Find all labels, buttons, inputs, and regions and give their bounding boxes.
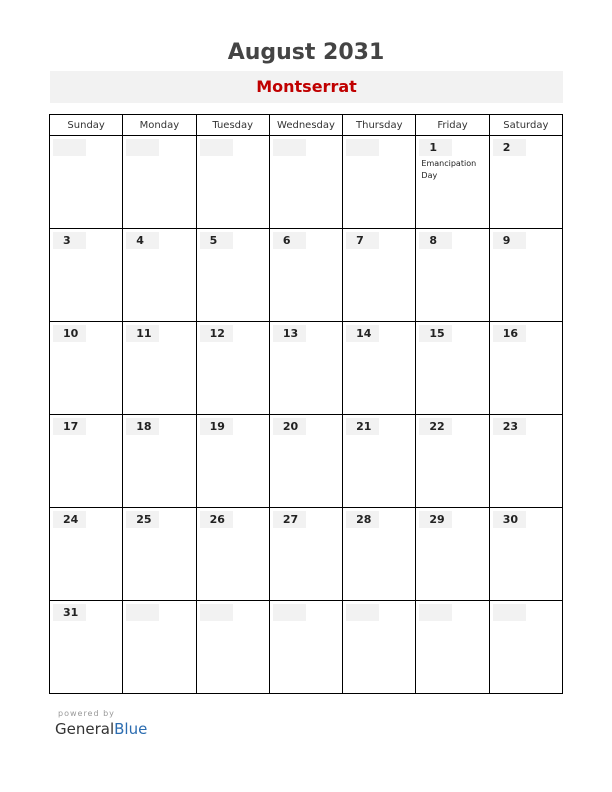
day-number: 10: [53, 325, 86, 342]
day-cell: [50, 508, 123, 601]
day-number: 21: [346, 418, 379, 435]
calendar-grid: [49, 114, 563, 694]
day-number: [346, 139, 379, 156]
day-cell: [343, 322, 416, 415]
week-row: [50, 508, 563, 601]
day-number: 8: [419, 232, 452, 249]
day-cell: [123, 229, 196, 322]
day-cell: [196, 229, 269, 322]
empty-day-cell: [343, 136, 416, 229]
empty-day-cell: [50, 136, 123, 229]
empty-day-cell: [343, 601, 416, 694]
week-row: [50, 415, 563, 508]
day-number: 30: [493, 511, 526, 528]
day-number: 23: [493, 418, 526, 435]
weekday-header-thursday: Thursday: [343, 115, 416, 136]
day-cell: [50, 322, 123, 415]
country-banner: [50, 71, 563, 103]
day-number: [126, 604, 159, 621]
week-row: [50, 136, 563, 229]
country-name: Montserrat: [256, 77, 357, 96]
day-number: [346, 604, 379, 621]
day-cell: [269, 415, 342, 508]
week-row: [50, 322, 563, 415]
day-number: 7: [346, 232, 379, 249]
empty-day-cell: [489, 601, 562, 694]
empty-day-cell: [123, 136, 196, 229]
day-number: [200, 139, 233, 156]
day-number: 2: [493, 139, 526, 156]
day-number: 4: [126, 232, 159, 249]
empty-day-cell: [269, 601, 342, 694]
weekday-header-monday: Monday: [123, 115, 196, 136]
page-title: August 2031: [227, 40, 385, 65]
day-cell: [269, 508, 342, 601]
day-cell: [489, 136, 562, 229]
day-number: 5: [200, 232, 233, 249]
day-number: 15: [419, 325, 452, 342]
brand-logo[interactable]: [55, 720, 147, 738]
day-cell: [269, 229, 342, 322]
day-number: [53, 139, 86, 156]
day-number: 29: [419, 511, 452, 528]
day-number: [126, 139, 159, 156]
day-number: 22: [419, 418, 452, 435]
weekday-header-row: [50, 115, 563, 136]
weekday-header-sunday: Sunday: [50, 115, 123, 136]
powered-by-text: powered by: [58, 709, 115, 718]
day-cell: [196, 508, 269, 601]
day-cell: [50, 229, 123, 322]
day-cell: [489, 322, 562, 415]
weekday-header-wednesday: Wednesday: [269, 115, 342, 136]
day-number: [273, 139, 306, 156]
day-number: 11: [126, 325, 159, 342]
day-cell: [416, 322, 489, 415]
day-number: 27: [273, 511, 306, 528]
brand-blue: Blue: [114, 720, 148, 738]
empty-day-cell: [416, 601, 489, 694]
day-cell: [489, 508, 562, 601]
brand-general: General: [55, 720, 115, 738]
empty-day-cell: [269, 136, 342, 229]
day-number: 31: [53, 604, 86, 621]
day-cell: [416, 508, 489, 601]
empty-day-cell: [196, 136, 269, 229]
day-cell: [123, 508, 196, 601]
day-cell: [196, 415, 269, 508]
week-row: [50, 601, 563, 694]
day-number: 16: [493, 325, 526, 342]
day-cell: [123, 415, 196, 508]
day-number: 25: [126, 511, 159, 528]
day-cell: [196, 322, 269, 415]
day-number: 17: [53, 418, 86, 435]
day-cell: [343, 415, 416, 508]
day-number: [273, 604, 306, 621]
empty-day-cell: [123, 601, 196, 694]
day-cell: [269, 322, 342, 415]
day-number: [493, 604, 526, 621]
day-number: [419, 604, 452, 621]
day-number: 24: [53, 511, 86, 528]
day-cell: [50, 601, 123, 694]
day-number: 19: [200, 418, 233, 435]
day-number: 28: [346, 511, 379, 528]
weekday-header-saturday: Saturday: [489, 115, 562, 136]
day-cell: [416, 229, 489, 322]
day-cell: [416, 415, 489, 508]
footer-branding: [55, 709, 147, 738]
day-cell: [343, 508, 416, 601]
day-cell: [123, 322, 196, 415]
day-cell: [489, 229, 562, 322]
day-number: 26: [200, 511, 233, 528]
day-cell: [50, 415, 123, 508]
weekday-header-friday: Friday: [416, 115, 489, 136]
weekday-header-tuesday: Tuesday: [196, 115, 269, 136]
day-number: [200, 604, 233, 621]
day-number: 13: [273, 325, 306, 342]
day-number: 3: [53, 232, 86, 249]
day-cell: [343, 229, 416, 322]
empty-day-cell: [196, 601, 269, 694]
day-number: 20: [273, 418, 306, 435]
day-number: 12: [200, 325, 233, 342]
day-cell: [416, 136, 489, 229]
holiday-label: Emancipation Day: [421, 159, 477, 180]
day-number: 6: [273, 232, 306, 249]
day-number: 18: [126, 418, 159, 435]
week-row: [50, 229, 563, 322]
day-cell: [489, 415, 562, 508]
day-number: 14: [346, 325, 379, 342]
day-number: 9: [493, 232, 526, 249]
day-number: 1: [419, 139, 452, 156]
